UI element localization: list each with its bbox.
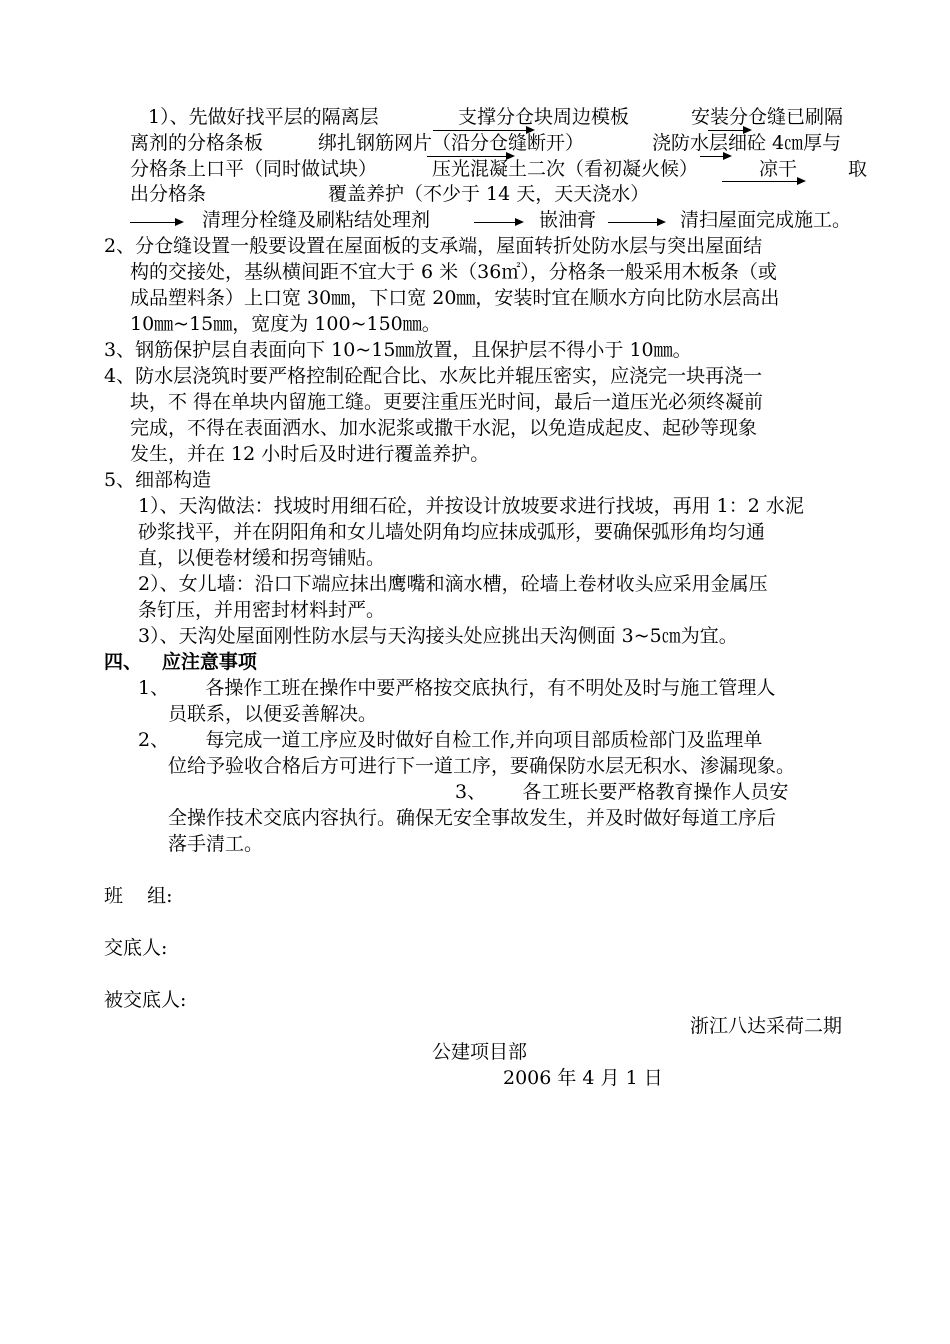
paragraph-line: 2、分仓缝设置一般要设置在屋面板的支承端，屋面转折处防水层与突出屋面结: [104, 235, 763, 257]
paragraph-line: 位给予验收合格后方可进行下一道工序，要确保防水层无积水、渗漏现象。: [168, 755, 796, 777]
flow-step-line-1: [148, 104, 379, 130]
arrow-icon: [722, 181, 804, 182]
flow-text: 压光混凝土二次（看初凝火候）: [432, 158, 699, 180]
flow-text: 浇防水层细砼 4㎝厚与: [652, 132, 842, 154]
arrow-icon: [130, 222, 182, 223]
paragraph-line: [138, 675, 775, 701]
heading-text: 四、 应注意事项: [104, 651, 257, 673]
paragraph-line: 2）、女儿墙：沿口下端应抹出鹰嘴和滴水槽，砼墙上卷材收头应采用金属压: [138, 573, 768, 595]
paragraph-line: 条钉压，并用密封材料封严。: [138, 599, 386, 621]
paragraph-line: 4、防水层浇筑时要严格控制砼配合比、水灰比并辊压密实，应浇完一块再浇一: [104, 365, 763, 387]
paragraph-line: 直，以便卷材缓和拐弯铺贴。: [138, 547, 386, 569]
company-name: 浙江八达采荷二期: [690, 1015, 843, 1037]
paragraph-line: 发生，并在 12 小时后及时进行覆盖养护。: [130, 443, 490, 465]
flow-text: 清扫屋面完成施工。: [680, 209, 852, 231]
department-name: 公建项目部: [432, 1041, 528, 1063]
flow-text: 凉干: [759, 158, 798, 180]
arrow-icon: [474, 222, 522, 223]
flow-text: 分格条上口平（同时做试块）: [130, 158, 378, 180]
note-text: 1、 各操作工班在操作中要严格按交底执行，有不明处及时与施工管理人: [138, 677, 776, 699]
arrow-icon: [608, 222, 664, 223]
paragraph-line: 3）、天沟处屋面刚性防水层与天沟接头处应挑出天沟侧面 3~5㎝为宜。: [138, 625, 738, 647]
paragraph-line: 全操作技术交底内容执行。确保无安全事故发生，并及时做好每道工序后: [168, 807, 777, 829]
flow-text: 离剂的分格条板: [130, 132, 264, 154]
flow-text: 安装分仓缝已刷隔: [691, 106, 844, 128]
team-label: [104, 883, 173, 909]
section-title: 5、细部构造: [104, 469, 212, 491]
flow-text: 1）、先做好找平层的隔离层: [148, 106, 379, 128]
paragraph-line: 10㎜~15㎜，宽度为 100~150㎜。: [130, 313, 441, 335]
paragraph-line: 构的交接处，基纵横间距不宜大于 6 米（36㎡），分格条一般采用木板条（或: [130, 261, 777, 283]
paragraph-line: [455, 779, 788, 805]
flow-text: 清理分栓缝及刷粘结处理剂: [202, 209, 431, 231]
paragraph-line: 3、钢筋保护层自表面向下 10~15㎜放置，且保护层不得小于 10㎜。: [104, 339, 692, 361]
paragraph-line: 成品塑料条）上口宽 30㎜，下口宽 20㎜，安装时宜在顺水方向比防水层高出: [130, 287, 780, 309]
paragraph-line: 落手清工。: [168, 833, 264, 855]
paragraph-line: 块，不 得在单块内留施工缝。更要注重压光时间，最后一道压光必须终凝前: [130, 391, 764, 413]
label-text: 班 组:: [104, 885, 173, 907]
flow-text: 支撑分仓块周边模板: [458, 106, 630, 128]
paragraph-line: [138, 727, 762, 753]
flow-text: 覆盖养护（不少于 14 天，天天浇水）: [328, 183, 650, 205]
note-text: 3、 各工班长要严格教育操作人员安: [455, 781, 789, 803]
flow-text: 出分格条: [130, 183, 207, 205]
recipient-label: 被交底人:: [104, 989, 187, 1011]
section-heading: [104, 649, 257, 675]
flow-text: 取: [848, 158, 868, 180]
flow-text: 嵌油膏: [539, 209, 597, 231]
document-date: 2006 年 4 月 1 日: [503, 1067, 663, 1089]
paragraph-line: 员联系，以便妥善解决。: [168, 703, 378, 725]
discloser-label: 交底人:: [104, 937, 168, 959]
arrow-icon: [700, 156, 730, 157]
note-text: 2、 每完成一道工序应及时做好自检工作,并向项目部质检部门及监理单: [138, 729, 763, 751]
paragraph-line: 1）、天沟做法：找坡时用细石砼，并按设计放坡要求进行找坡，再用 1：2 水泥: [138, 495, 804, 517]
paragraph-line: 完成，不得在表面洒水、加水泥浆或撒干水泥，以免造成起皮、起砂等现象: [130, 417, 758, 439]
paragraph-line: 砂浆找平，并在阴阳角和女儿墙处阴角均应抹成弧形，要确保弧形角均匀通: [138, 521, 766, 543]
flow-text: 绑扎钢筋网片（沿分仓缝断开）: [318, 132, 585, 154]
